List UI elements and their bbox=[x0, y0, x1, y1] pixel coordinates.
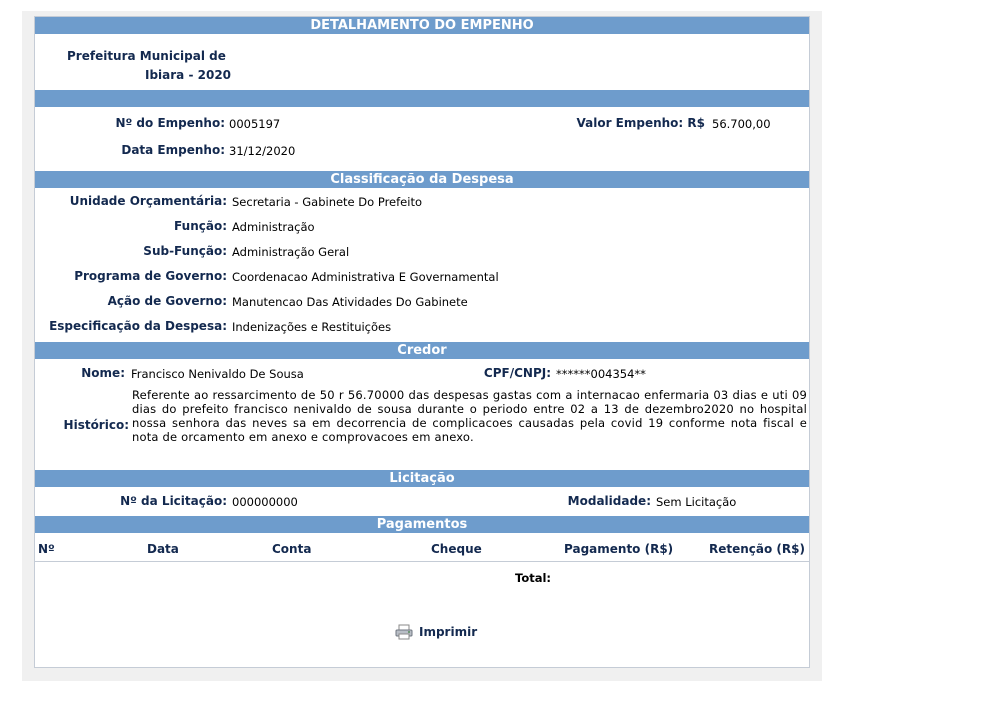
printer-icon bbox=[395, 624, 413, 640]
empenho-value: 56.700,00 bbox=[712, 117, 771, 131]
nome-label: Nome: bbox=[81, 366, 125, 380]
section-divider-bar bbox=[35, 90, 809, 107]
column-header-cheque: Cheque bbox=[431, 542, 482, 556]
empenho-detail-panel bbox=[34, 16, 810, 668]
entity-name-line2: Ibiara - 2020 bbox=[145, 68, 232, 82]
column-header-data: Data bbox=[147, 542, 179, 556]
subfuncao-label: Sub-Função: bbox=[143, 244, 227, 258]
especificacao-value: Indenizações e Restituições bbox=[232, 320, 392, 334]
print-label[interactable]: Imprimir bbox=[419, 625, 478, 639]
acao-value: Manutencao Das Atividades Do Gabinete bbox=[232, 295, 468, 309]
page-title: DETALHAMENTO DO EMPENHO bbox=[35, 17, 809, 34]
acao-label: Ação de Governo: bbox=[107, 294, 227, 308]
empenho-date-value: 31/12/2020 bbox=[229, 144, 296, 158]
entity-name-line1: Prefeitura Municipal de bbox=[67, 49, 226, 63]
licitacao-header: Licitação bbox=[35, 470, 809, 487]
programa-value: Coordenacao Administrativa E Governamental bbox=[232, 270, 499, 284]
subfuncao-value: Administração Geral bbox=[232, 245, 350, 259]
funcao-label: Função: bbox=[174, 219, 227, 233]
print-button[interactable] bbox=[395, 624, 477, 640]
pagamentos-header: Pagamentos bbox=[35, 516, 809, 533]
column-header-retencao: Retenção (R$) bbox=[709, 542, 805, 556]
empenho-number-value: 0005197 bbox=[229, 117, 281, 131]
historico-label: Histórico: bbox=[63, 418, 129, 432]
empenho-date-label: Data Empenho: bbox=[121, 143, 225, 157]
classificacao-header: Classificação da Despesa bbox=[35, 171, 809, 188]
modalidade-label: Modalidade: bbox=[567, 494, 651, 508]
programa-label: Programa de Governo: bbox=[74, 269, 227, 283]
column-header-numero: Nº bbox=[38, 542, 55, 556]
empenho-value-label: Valor Empenho: R$ bbox=[576, 116, 705, 130]
empenho-number-label: Nº do Empenho: bbox=[115, 116, 225, 130]
unidade-value: Secretaria - Gabinete Do Prefeito bbox=[232, 195, 422, 209]
table-header-divider bbox=[35, 561, 809, 562]
nome-value: Francisco Nenivaldo De Sousa bbox=[131, 367, 304, 381]
especificacao-label: Especificação da Despesa: bbox=[49, 319, 227, 333]
licitacao-number-value: 000000000 bbox=[232, 495, 298, 509]
historico-text: Referente ao ressarcimento de 50 r 56.70000 das despesas gastas com a internacao enfermaria 03 dias e uti 09 dias do prefeito francisco nenivaldo de sousa durante o periodo entre 02 a 13 de dezembro2020 no hospital nossa senhora das neves sa em decorrencia de complicacoes causadas pela covid 19 conforme nota fiscal e nota de orcamento em anexo e comprovacoes em anexo. bbox=[132, 388, 807, 444]
modalidade-value: Sem Licitação bbox=[656, 495, 737, 509]
column-header-conta: Conta bbox=[272, 542, 312, 556]
total-label: Total: bbox=[515, 571, 552, 585]
funcao-value: Administração bbox=[232, 220, 315, 234]
cpf-label: CPF/CNPJ: bbox=[483, 366, 551, 380]
cpf-value: ******004354** bbox=[556, 367, 646, 381]
unidade-label: Unidade Orçamentária: bbox=[69, 194, 227, 208]
column-header-pagamento: Pagamento (R$) bbox=[564, 542, 674, 556]
licitacao-number-label: Nº da Licitação: bbox=[120, 494, 227, 508]
credor-header: Credor bbox=[35, 342, 809, 359]
